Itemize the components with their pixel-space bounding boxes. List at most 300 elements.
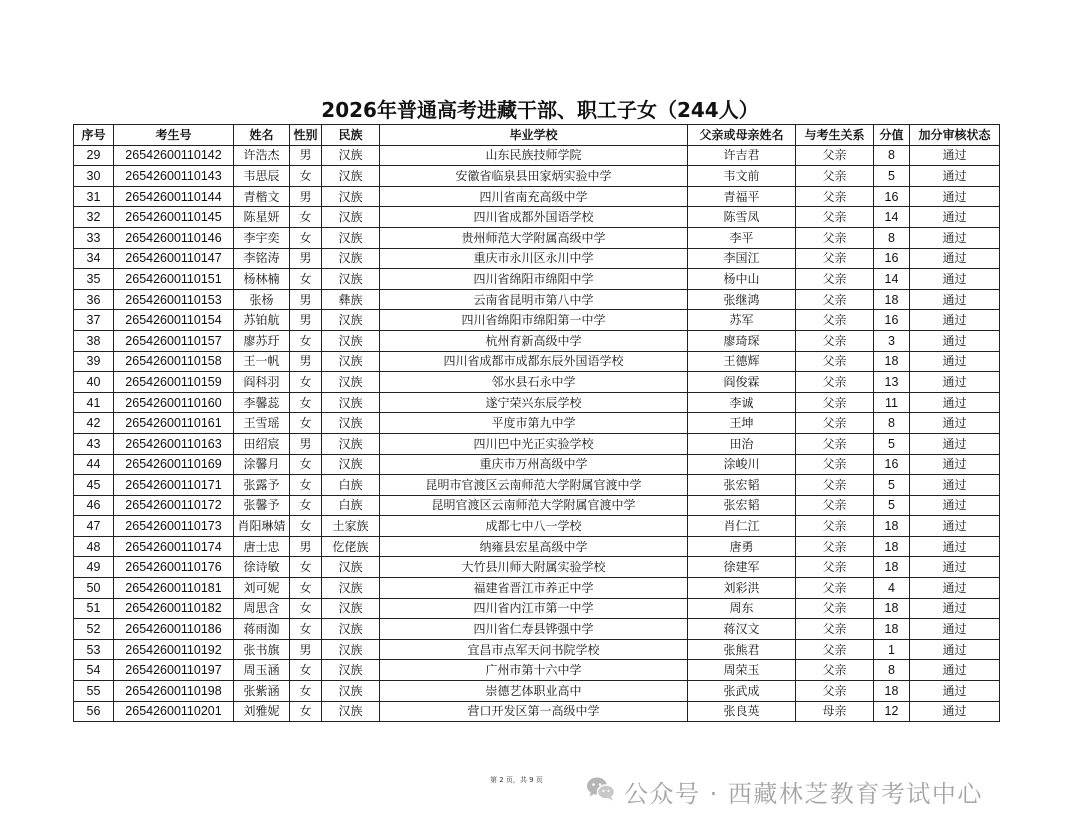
cell-relation: 父亲 bbox=[796, 227, 874, 248]
cell-gender: 女 bbox=[290, 454, 322, 475]
cell-exam-no: 26542600110201 bbox=[114, 701, 234, 722]
cell-ethnicity: 汉族 bbox=[322, 310, 380, 331]
cell-score: 5 bbox=[874, 433, 910, 454]
cell-index: 31 bbox=[74, 186, 114, 207]
cell-parent-name: 刘彩洪 bbox=[688, 578, 796, 599]
cell-ethnicity: 仡佬族 bbox=[322, 536, 380, 557]
cell-relation: 父亲 bbox=[796, 351, 874, 372]
cell-ethnicity: 汉族 bbox=[322, 598, 380, 619]
cell-name: 田绍宸 bbox=[234, 433, 290, 454]
cell-index: 42 bbox=[74, 413, 114, 434]
cell-index: 55 bbox=[74, 681, 114, 702]
candidate-table bbox=[73, 124, 1000, 722]
cell-score: 5 bbox=[874, 475, 910, 496]
cell-score: 8 bbox=[874, 660, 910, 681]
cell-parent-name: 李诚 bbox=[688, 392, 796, 413]
cell-index: 56 bbox=[74, 701, 114, 722]
cell-exam-no: 26542600110153 bbox=[114, 289, 234, 310]
cell-ethnicity: 汉族 bbox=[322, 660, 380, 681]
cell-relation: 父亲 bbox=[796, 475, 874, 496]
table-row bbox=[74, 578, 1000, 599]
table-row bbox=[74, 557, 1000, 578]
cell-index: 29 bbox=[74, 145, 114, 166]
cell-parent-name: 杨中山 bbox=[688, 269, 796, 290]
cell-name: 青楷文 bbox=[234, 186, 290, 207]
cell-status: 通过 bbox=[910, 619, 1000, 640]
cell-gender: 男 bbox=[290, 145, 322, 166]
cell-ethnicity: 汉族 bbox=[322, 578, 380, 599]
cell-gender: 女 bbox=[290, 475, 322, 496]
cell-ethnicity: 汉族 bbox=[322, 619, 380, 640]
cell-ethnicity: 汉族 bbox=[322, 166, 380, 187]
cell-name: 徐诗敏 bbox=[234, 557, 290, 578]
cell-gender: 女 bbox=[290, 598, 322, 619]
table-row bbox=[74, 227, 1000, 248]
cell-school: 四川省成都外国语学校 bbox=[380, 207, 688, 228]
col-header-name: 姓名 bbox=[234, 125, 290, 146]
cell-ethnicity: 汉族 bbox=[322, 639, 380, 660]
col-header-ethnicity: 民族 bbox=[322, 125, 380, 146]
cell-index: 48 bbox=[74, 536, 114, 557]
cell-school: 大竹县川师大附属实验学校 bbox=[380, 557, 688, 578]
cell-score: 8 bbox=[874, 413, 910, 434]
cell-score: 12 bbox=[874, 701, 910, 722]
cell-gender: 男 bbox=[290, 310, 322, 331]
cell-score: 16 bbox=[874, 454, 910, 475]
cell-gender: 女 bbox=[290, 372, 322, 393]
col-header-score: 分值 bbox=[874, 125, 910, 146]
cell-status: 通过 bbox=[910, 310, 1000, 331]
col-header-status: 加分审核状态 bbox=[910, 125, 1000, 146]
cell-score: 11 bbox=[874, 392, 910, 413]
cell-relation: 父亲 bbox=[796, 578, 874, 599]
table-row bbox=[74, 351, 1000, 372]
cell-school: 四川省绵阳市绵阳第一中学 bbox=[380, 310, 688, 331]
cell-exam-no: 26542600110154 bbox=[114, 310, 234, 331]
cell-relation: 父亲 bbox=[796, 619, 874, 640]
table-row bbox=[74, 475, 1000, 496]
cell-name: 王一帆 bbox=[234, 351, 290, 372]
col-header-gender: 性别 bbox=[290, 125, 322, 146]
cell-score: 18 bbox=[874, 289, 910, 310]
wechat-icon bbox=[586, 776, 616, 806]
cell-exam-no: 26542600110146 bbox=[114, 227, 234, 248]
cell-score: 16 bbox=[874, 248, 910, 269]
cell-relation: 父亲 bbox=[796, 536, 874, 557]
cell-index: 54 bbox=[74, 660, 114, 681]
cell-name: 张紫涵 bbox=[234, 681, 290, 702]
cell-school: 四川巴中光正实验学校 bbox=[380, 433, 688, 454]
cell-exam-no: 26542600110147 bbox=[114, 248, 234, 269]
cell-parent-name: 王坤 bbox=[688, 413, 796, 434]
table-body bbox=[74, 145, 1000, 722]
cell-parent-name: 田治 bbox=[688, 433, 796, 454]
cell-school: 遂宁荣兴东辰学校 bbox=[380, 392, 688, 413]
cell-gender: 女 bbox=[290, 227, 322, 248]
cell-ethnicity: 汉族 bbox=[322, 145, 380, 166]
cell-gender: 男 bbox=[290, 433, 322, 454]
cell-index: 46 bbox=[74, 495, 114, 516]
cell-ethnicity: 汉族 bbox=[322, 392, 380, 413]
cell-ethnicity: 白族 bbox=[322, 495, 380, 516]
cell-relation: 父亲 bbox=[796, 660, 874, 681]
table-row bbox=[74, 372, 1000, 393]
cell-parent-name: 韦文前 bbox=[688, 166, 796, 187]
cell-exam-no: 26542600110151 bbox=[114, 269, 234, 290]
cell-score: 18 bbox=[874, 351, 910, 372]
cell-status: 通过 bbox=[910, 495, 1000, 516]
cell-exam-no: 26542600110157 bbox=[114, 330, 234, 351]
cell-relation: 父亲 bbox=[796, 495, 874, 516]
cell-index: 33 bbox=[74, 227, 114, 248]
cell-parent-name: 蒋汉文 bbox=[688, 619, 796, 640]
cell-index: 35 bbox=[74, 269, 114, 290]
cell-parent-name: 许吉君 bbox=[688, 145, 796, 166]
cell-parent-name: 廖琦琛 bbox=[688, 330, 796, 351]
cell-ethnicity: 汉族 bbox=[322, 269, 380, 290]
cell-status: 通过 bbox=[910, 413, 1000, 434]
table-row bbox=[74, 536, 1000, 557]
cell-score: 16 bbox=[874, 310, 910, 331]
cell-school: 重庆市永川区永川中学 bbox=[380, 248, 688, 269]
cell-ethnicity: 汉族 bbox=[322, 557, 380, 578]
cell-school: 贵州师范大学附属高级中学 bbox=[380, 227, 688, 248]
cell-name: 张露予 bbox=[234, 475, 290, 496]
cell-status: 通过 bbox=[910, 681, 1000, 702]
cell-name: 张书旗 bbox=[234, 639, 290, 660]
cell-relation: 父亲 bbox=[796, 207, 874, 228]
cell-school: 四川省南充高级中学 bbox=[380, 186, 688, 207]
cell-name: 李馨蕊 bbox=[234, 392, 290, 413]
col-header-exam-no: 考生号 bbox=[114, 125, 234, 146]
cell-parent-name: 青福平 bbox=[688, 186, 796, 207]
cell-name: 刘雅妮 bbox=[234, 701, 290, 722]
table-row bbox=[74, 413, 1000, 434]
cell-exam-no: 26542600110181 bbox=[114, 578, 234, 599]
cell-name: 张馨予 bbox=[234, 495, 290, 516]
cell-exam-no: 26542600110174 bbox=[114, 536, 234, 557]
cell-parent-name: 李国江 bbox=[688, 248, 796, 269]
cell-status: 通过 bbox=[910, 207, 1000, 228]
cell-status: 通过 bbox=[910, 372, 1000, 393]
cell-relation: 父亲 bbox=[796, 433, 874, 454]
cell-status: 通过 bbox=[910, 269, 1000, 290]
cell-status: 通过 bbox=[910, 660, 1000, 681]
cell-score: 4 bbox=[874, 578, 910, 599]
cell-score: 1 bbox=[874, 639, 910, 660]
cell-exam-no: 26542600110160 bbox=[114, 392, 234, 413]
cell-gender: 女 bbox=[290, 557, 322, 578]
page-number: 第 2 页，共 9 页 bbox=[490, 776, 543, 784]
cell-ethnicity: 汉族 bbox=[322, 701, 380, 722]
cell-name: 张杨 bbox=[234, 289, 290, 310]
cell-index: 30 bbox=[74, 166, 114, 187]
cell-school: 四川省内江市第一中学 bbox=[380, 598, 688, 619]
cell-index: 38 bbox=[74, 330, 114, 351]
cell-status: 通过 bbox=[910, 227, 1000, 248]
cell-school: 成都七中八一学校 bbox=[380, 516, 688, 537]
cell-parent-name: 张良英 bbox=[688, 701, 796, 722]
cell-name: 周思含 bbox=[234, 598, 290, 619]
cell-exam-no: 26542600110158 bbox=[114, 351, 234, 372]
cell-name: 涂馨月 bbox=[234, 454, 290, 475]
cell-index: 41 bbox=[74, 392, 114, 413]
cell-name: 王雪瑶 bbox=[234, 413, 290, 434]
table-row bbox=[74, 269, 1000, 290]
page-title: 2026年普通高考进藏干部、职工子女（244人） bbox=[321, 98, 759, 122]
cell-ethnicity: 白族 bbox=[322, 475, 380, 496]
cell-exam-no: 26542600110182 bbox=[114, 598, 234, 619]
table-row bbox=[74, 639, 1000, 660]
watermark-text: 公众号 · 西藏林芝教育考试中心 bbox=[624, 779, 983, 808]
cell-score: 18 bbox=[874, 557, 910, 578]
cell-index: 50 bbox=[74, 578, 114, 599]
cell-relation: 父亲 bbox=[796, 557, 874, 578]
cell-exam-no: 26542600110169 bbox=[114, 454, 234, 475]
cell-ethnicity: 汉族 bbox=[322, 330, 380, 351]
cell-status: 通过 bbox=[910, 433, 1000, 454]
cell-name: 唐士忠 bbox=[234, 536, 290, 557]
cell-ethnicity: 彝族 bbox=[322, 289, 380, 310]
cell-school: 邻水县石永中学 bbox=[380, 372, 688, 393]
cell-ethnicity: 汉族 bbox=[322, 454, 380, 475]
cell-index: 40 bbox=[74, 372, 114, 393]
cell-status: 通过 bbox=[910, 701, 1000, 722]
cell-gender: 男 bbox=[290, 248, 322, 269]
cell-parent-name: 张宏韬 bbox=[688, 475, 796, 496]
col-header-parent-name: 父亲或母亲姓名 bbox=[688, 125, 796, 146]
cell-status: 通过 bbox=[910, 166, 1000, 187]
cell-status: 通过 bbox=[910, 454, 1000, 475]
cell-status: 通过 bbox=[910, 516, 1000, 537]
cell-parent-name: 张武成 bbox=[688, 681, 796, 702]
cell-name: 阎科羽 bbox=[234, 372, 290, 393]
cell-ethnicity: 汉族 bbox=[322, 681, 380, 702]
cell-exam-no: 26542600110145 bbox=[114, 207, 234, 228]
watermark bbox=[586, 771, 983, 811]
cell-index: 37 bbox=[74, 310, 114, 331]
cell-ethnicity: 汉族 bbox=[322, 351, 380, 372]
cell-index: 52 bbox=[74, 619, 114, 640]
cell-relation: 父亲 bbox=[796, 639, 874, 660]
cell-parent-name: 阎俊霖 bbox=[688, 372, 796, 393]
cell-relation: 父亲 bbox=[796, 248, 874, 269]
table-row bbox=[74, 454, 1000, 475]
cell-relation: 父亲 bbox=[796, 289, 874, 310]
cell-gender: 女 bbox=[290, 660, 322, 681]
cell-status: 通过 bbox=[910, 475, 1000, 496]
cell-exam-no: 26542600110176 bbox=[114, 557, 234, 578]
table-row bbox=[74, 619, 1000, 640]
table-row bbox=[74, 207, 1000, 228]
cell-relation: 父亲 bbox=[796, 269, 874, 290]
cell-parent-name: 周荣玉 bbox=[688, 660, 796, 681]
cell-score: 8 bbox=[874, 227, 910, 248]
cell-parent-name: 陈雪凤 bbox=[688, 207, 796, 228]
cell-index: 51 bbox=[74, 598, 114, 619]
cell-index: 32 bbox=[74, 207, 114, 228]
cell-gender: 女 bbox=[290, 495, 322, 516]
cell-school: 四川省仁寿县铧强中学 bbox=[380, 619, 688, 640]
cell-score: 18 bbox=[874, 619, 910, 640]
cell-ethnicity: 汉族 bbox=[322, 186, 380, 207]
cell-school: 云南省昆明市第八中学 bbox=[380, 289, 688, 310]
cell-school: 安徽省临泉县田家炳实验中学 bbox=[380, 166, 688, 187]
cell-status: 通过 bbox=[910, 536, 1000, 557]
table-row bbox=[74, 516, 1000, 537]
cell-gender: 男 bbox=[290, 186, 322, 207]
cell-name: 陈星妍 bbox=[234, 207, 290, 228]
table-row bbox=[74, 145, 1000, 166]
cell-school: 宜昌市点军天问书院学校 bbox=[380, 639, 688, 660]
cell-index: 49 bbox=[74, 557, 114, 578]
cell-index: 45 bbox=[74, 475, 114, 496]
cell-parent-name: 周东 bbox=[688, 598, 796, 619]
table-row bbox=[74, 310, 1000, 331]
cell-name: 周玉涵 bbox=[234, 660, 290, 681]
table-row bbox=[74, 166, 1000, 187]
cell-score: 5 bbox=[874, 166, 910, 187]
cell-school: 昆明官渡区云南师范大学附属官渡中学 bbox=[380, 495, 688, 516]
cell-score: 14 bbox=[874, 207, 910, 228]
table-row bbox=[74, 660, 1000, 681]
cell-parent-name: 苏军 bbox=[688, 310, 796, 331]
cell-name: 刘可妮 bbox=[234, 578, 290, 599]
cell-index: 53 bbox=[74, 639, 114, 660]
cell-name: 廖苏玗 bbox=[234, 330, 290, 351]
cell-gender: 男 bbox=[290, 536, 322, 557]
cell-exam-no: 26542600110198 bbox=[114, 681, 234, 702]
cell-school: 崇德艺体职业高中 bbox=[380, 681, 688, 702]
table-row bbox=[74, 248, 1000, 269]
cell-exam-no: 26542600110142 bbox=[114, 145, 234, 166]
table-row bbox=[74, 392, 1000, 413]
cell-name: 李宇奕 bbox=[234, 227, 290, 248]
cell-score: 3 bbox=[874, 330, 910, 351]
cell-school: 重庆市万州高级中学 bbox=[380, 454, 688, 475]
cell-index: 43 bbox=[74, 433, 114, 454]
cell-name: 肖阳琳婧 bbox=[234, 516, 290, 537]
cell-status: 通过 bbox=[910, 392, 1000, 413]
cell-score: 18 bbox=[874, 598, 910, 619]
cell-relation: 父亲 bbox=[796, 186, 874, 207]
cell-school: 营口开发区第一高级中学 bbox=[380, 701, 688, 722]
cell-score: 13 bbox=[874, 372, 910, 393]
cell-ethnicity: 汉族 bbox=[322, 433, 380, 454]
cell-name: 蒋雨洳 bbox=[234, 619, 290, 640]
cell-school: 广州市第十六中学 bbox=[380, 660, 688, 681]
cell-exam-no: 26542600110172 bbox=[114, 495, 234, 516]
cell-status: 通过 bbox=[910, 351, 1000, 372]
cell-score: 14 bbox=[874, 269, 910, 290]
table-row bbox=[74, 681, 1000, 702]
cell-status: 通过 bbox=[910, 145, 1000, 166]
cell-relation: 父亲 bbox=[796, 454, 874, 475]
cell-school: 山东民族技师学院 bbox=[380, 145, 688, 166]
cell-gender: 女 bbox=[290, 701, 322, 722]
cell-ethnicity: 汉族 bbox=[322, 248, 380, 269]
cell-ethnicity: 汉族 bbox=[322, 207, 380, 228]
cell-status: 通过 bbox=[910, 639, 1000, 660]
cell-gender: 女 bbox=[290, 330, 322, 351]
table-row bbox=[74, 289, 1000, 310]
cell-school: 平度市第九中学 bbox=[380, 413, 688, 434]
cell-exam-no: 26542600110159 bbox=[114, 372, 234, 393]
cell-gender: 女 bbox=[290, 166, 322, 187]
cell-gender: 男 bbox=[290, 289, 322, 310]
table-row bbox=[74, 186, 1000, 207]
cell-parent-name: 张继鸿 bbox=[688, 289, 796, 310]
cell-ethnicity: 土家族 bbox=[322, 516, 380, 537]
cell-gender: 男 bbox=[290, 351, 322, 372]
cell-relation: 父亲 bbox=[796, 166, 874, 187]
cell-status: 通过 bbox=[910, 330, 1000, 351]
cell-school: 四川省成都市成都东辰外国语学校 bbox=[380, 351, 688, 372]
cell-parent-name: 王德辉 bbox=[688, 351, 796, 372]
cell-ethnicity: 汉族 bbox=[322, 372, 380, 393]
cell-status: 通过 bbox=[910, 289, 1000, 310]
cell-parent-name: 徐建军 bbox=[688, 557, 796, 578]
cell-score: 18 bbox=[874, 516, 910, 537]
table-row bbox=[74, 495, 1000, 516]
cell-name: 韦思辰 bbox=[234, 166, 290, 187]
cell-parent-name: 张宏韬 bbox=[688, 495, 796, 516]
cell-relation: 父亲 bbox=[796, 310, 874, 331]
cell-school: 四川省绵阳市绵阳中学 bbox=[380, 269, 688, 290]
cell-school: 昆明市官渡区云南师范大学附属官渡中学 bbox=[380, 475, 688, 496]
cell-score: 18 bbox=[874, 681, 910, 702]
cell-name: 李铭涛 bbox=[234, 248, 290, 269]
table-row bbox=[74, 330, 1000, 351]
cell-status: 通过 bbox=[910, 186, 1000, 207]
col-header-school: 毕业学校 bbox=[380, 125, 688, 146]
table-header-row bbox=[74, 125, 1000, 146]
col-header-relation: 与考生关系 bbox=[796, 125, 874, 146]
cell-exam-no: 26542600110143 bbox=[114, 166, 234, 187]
cell-gender: 男 bbox=[290, 639, 322, 660]
cell-index: 47 bbox=[74, 516, 114, 537]
cell-relation: 父亲 bbox=[796, 516, 874, 537]
cell-gender: 女 bbox=[290, 681, 322, 702]
cell-relation: 父亲 bbox=[796, 681, 874, 702]
cell-score: 8 bbox=[874, 145, 910, 166]
cell-parent-name: 唐勇 bbox=[688, 536, 796, 557]
cell-exam-no: 26542600110186 bbox=[114, 619, 234, 640]
cell-exam-no: 26542600110192 bbox=[114, 639, 234, 660]
cell-status: 通过 bbox=[910, 598, 1000, 619]
cell-score: 16 bbox=[874, 186, 910, 207]
cell-parent-name: 李平 bbox=[688, 227, 796, 248]
cell-relation: 父亲 bbox=[796, 598, 874, 619]
cell-relation: 父亲 bbox=[796, 392, 874, 413]
cell-index: 39 bbox=[74, 351, 114, 372]
cell-gender: 女 bbox=[290, 413, 322, 434]
cell-parent-name: 涂峻川 bbox=[688, 454, 796, 475]
cell-relation: 父亲 bbox=[796, 145, 874, 166]
cell-gender: 女 bbox=[290, 269, 322, 290]
cell-ethnicity: 汉族 bbox=[322, 413, 380, 434]
cell-relation: 父亲 bbox=[796, 330, 874, 351]
cell-score: 18 bbox=[874, 536, 910, 557]
cell-exam-no: 26542600110163 bbox=[114, 433, 234, 454]
cell-name: 杨林楠 bbox=[234, 269, 290, 290]
cell-name: 苏铂航 bbox=[234, 310, 290, 331]
cell-status: 通过 bbox=[910, 248, 1000, 269]
cell-status: 通过 bbox=[910, 557, 1000, 578]
cell-exam-no: 26542600110173 bbox=[114, 516, 234, 537]
cell-school: 杭州育新高级中学 bbox=[380, 330, 688, 351]
cell-gender: 女 bbox=[290, 207, 322, 228]
